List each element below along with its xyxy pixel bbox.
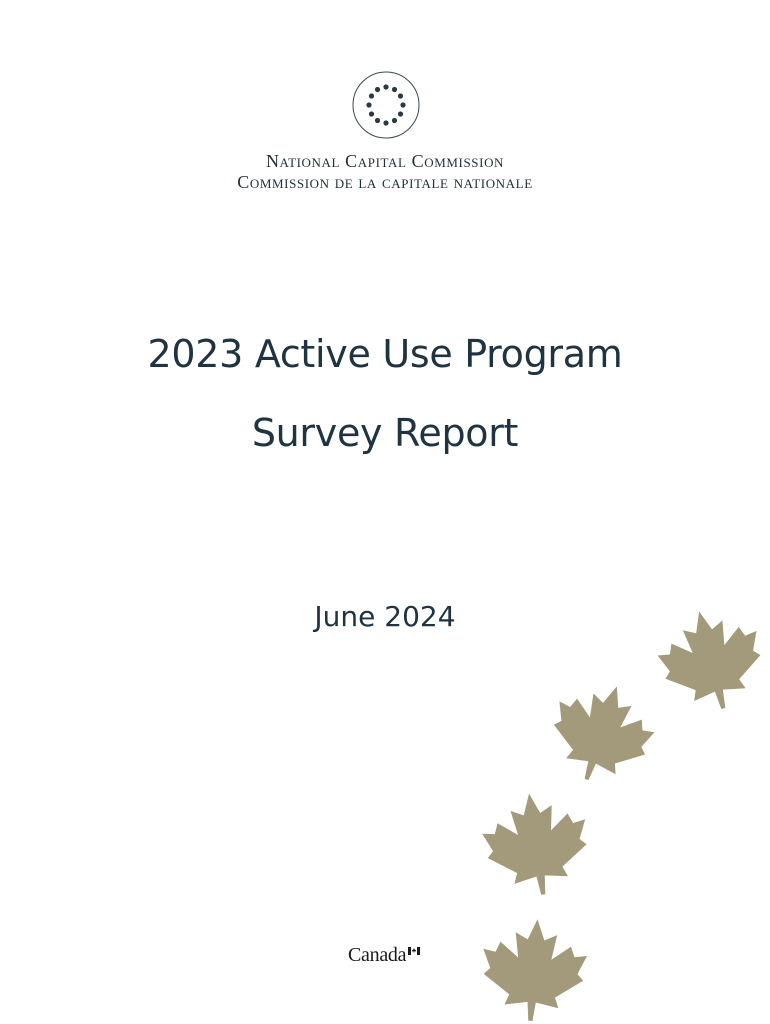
maple-leaf-icon: [478, 911, 589, 1024]
report-title-line-2: Survey Report: [251, 411, 519, 455]
organization-name-french: Commission de la capitale nationale: [237, 172, 533, 192]
maple-leaf-icon: [535, 668, 669, 796]
organization-name-english: National Capital Commission: [265, 151, 505, 171]
ncc-seal-icon: [351, 70, 421, 140]
report-date: June 2024: [314, 600, 456, 633]
report-title-line-1: 2023 Active Use Program: [147, 332, 623, 376]
canada-wordmark: Canada: [348, 944, 407, 966]
maple-leaf-icon: [477, 783, 595, 902]
canada-flag-icon: [408, 947, 420, 955]
